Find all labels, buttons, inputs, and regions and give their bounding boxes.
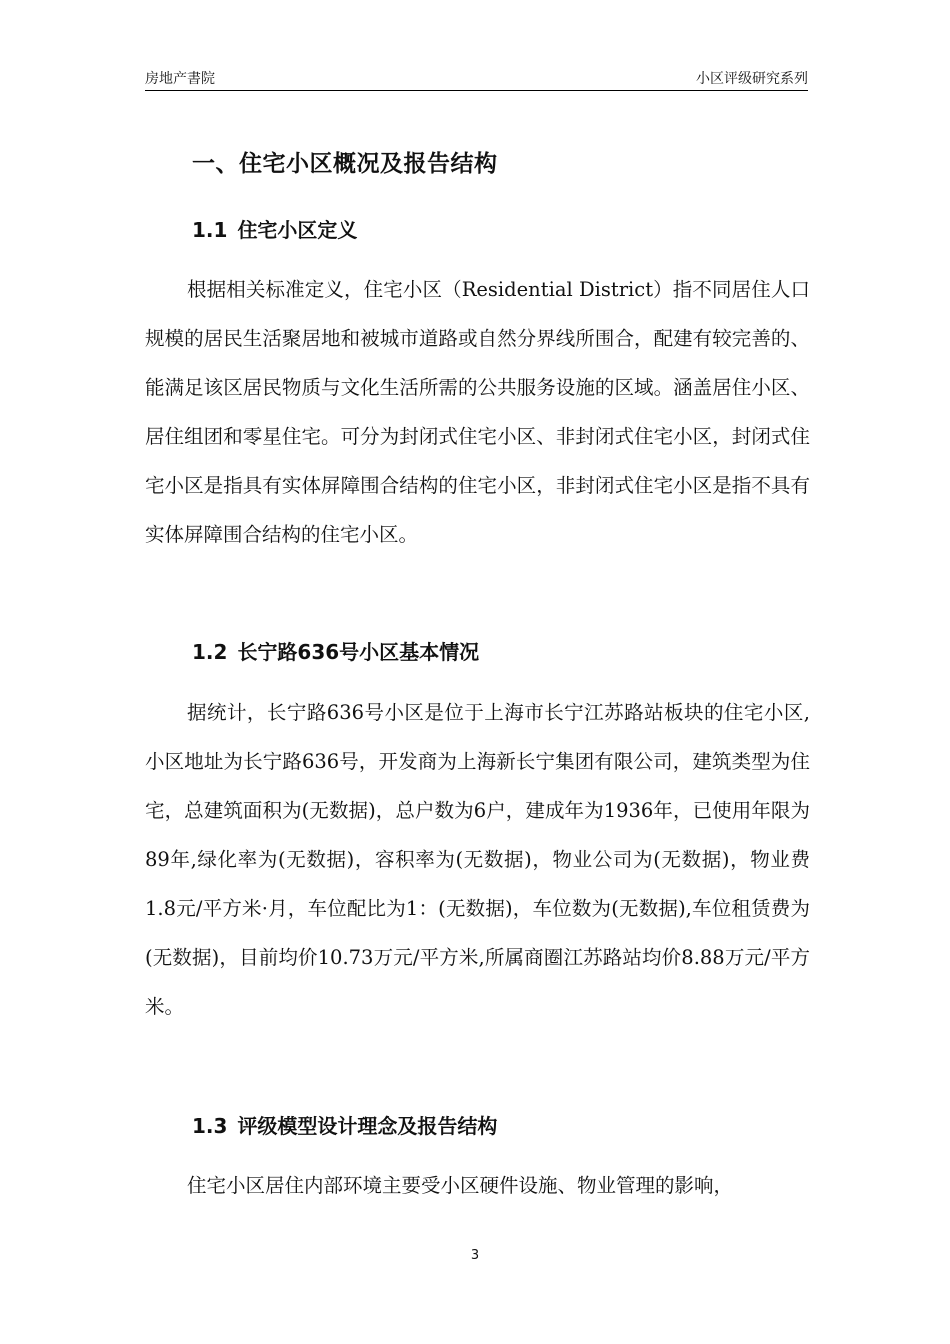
subsection-number: 1.1 (192, 218, 228, 242)
page-header (145, 66, 808, 88)
header-divider (145, 90, 808, 91)
subsection-heading-1-1 (192, 214, 357, 243)
subsection-title: 长宁路636号小区基本情况 (237, 640, 480, 664)
header-left-title: 房地产書院 (145, 71, 215, 87)
subsection-number: 1.3 (192, 1114, 228, 1138)
subsection-heading-1-3 (192, 1110, 497, 1139)
page-number: 3 (470, 1248, 480, 1263)
subsection-heading-1-2 (192, 636, 479, 665)
section-heading: 一、住宅小区概况及报告结构 (192, 151, 498, 177)
paragraph-definition: 根据相关标准定义，住宅小区（Residential District）指不同居住人口规模的居民生活聚居地和被城市道路或自然分界线所围合，配建有较完善的、能满足该区居民物质与文化生活所需的公共服务设施的区域。涵盖居住小区、居住组团和零星住宅。可分为封闭式住宅小区、非封闭式住宅小区，封闭式住宅小区是指具有实体屏障围合结构的住宅小区，非封闭式住宅小区是指不具有实体屏障围合结构的住宅小区。 (145, 278, 810, 546)
header-right-title: 小区评级研究系列 (696, 71, 808, 87)
subsection-title: 评级模型设计理念及报告结构 (237, 1114, 498, 1138)
subsection-title: 住宅小区定义 (237, 218, 358, 242)
paragraph-basic-info: 据统计，长宁路636号小区是位于上海市长宁江苏路站板块的住宅小区,小区地址为长宁路636号，开发商为上海新长宁集团有限公司，建筑类型为住宅，总建筑面积为(无数据)，总户数为6户，建成年为1936年，已使用年限为89年,绿化率为(无数据)，容积率为(无数据)，物业公司为(无数据)，物业费1.8元/平方米·月，车位配比为1：(无数据)，车位数为(无数据),车位租赁费为(无数据)，目前均价10.73万元/平方米,所属商圈江苏路站均价8.88万元/平方米。 (145, 701, 810, 1018)
subsection-number: 1.2 (192, 640, 228, 664)
paragraph-model-design: 住宅小区居住内部环境主要受小区硬件设施、物业管理的影响， (187, 1174, 734, 1197)
